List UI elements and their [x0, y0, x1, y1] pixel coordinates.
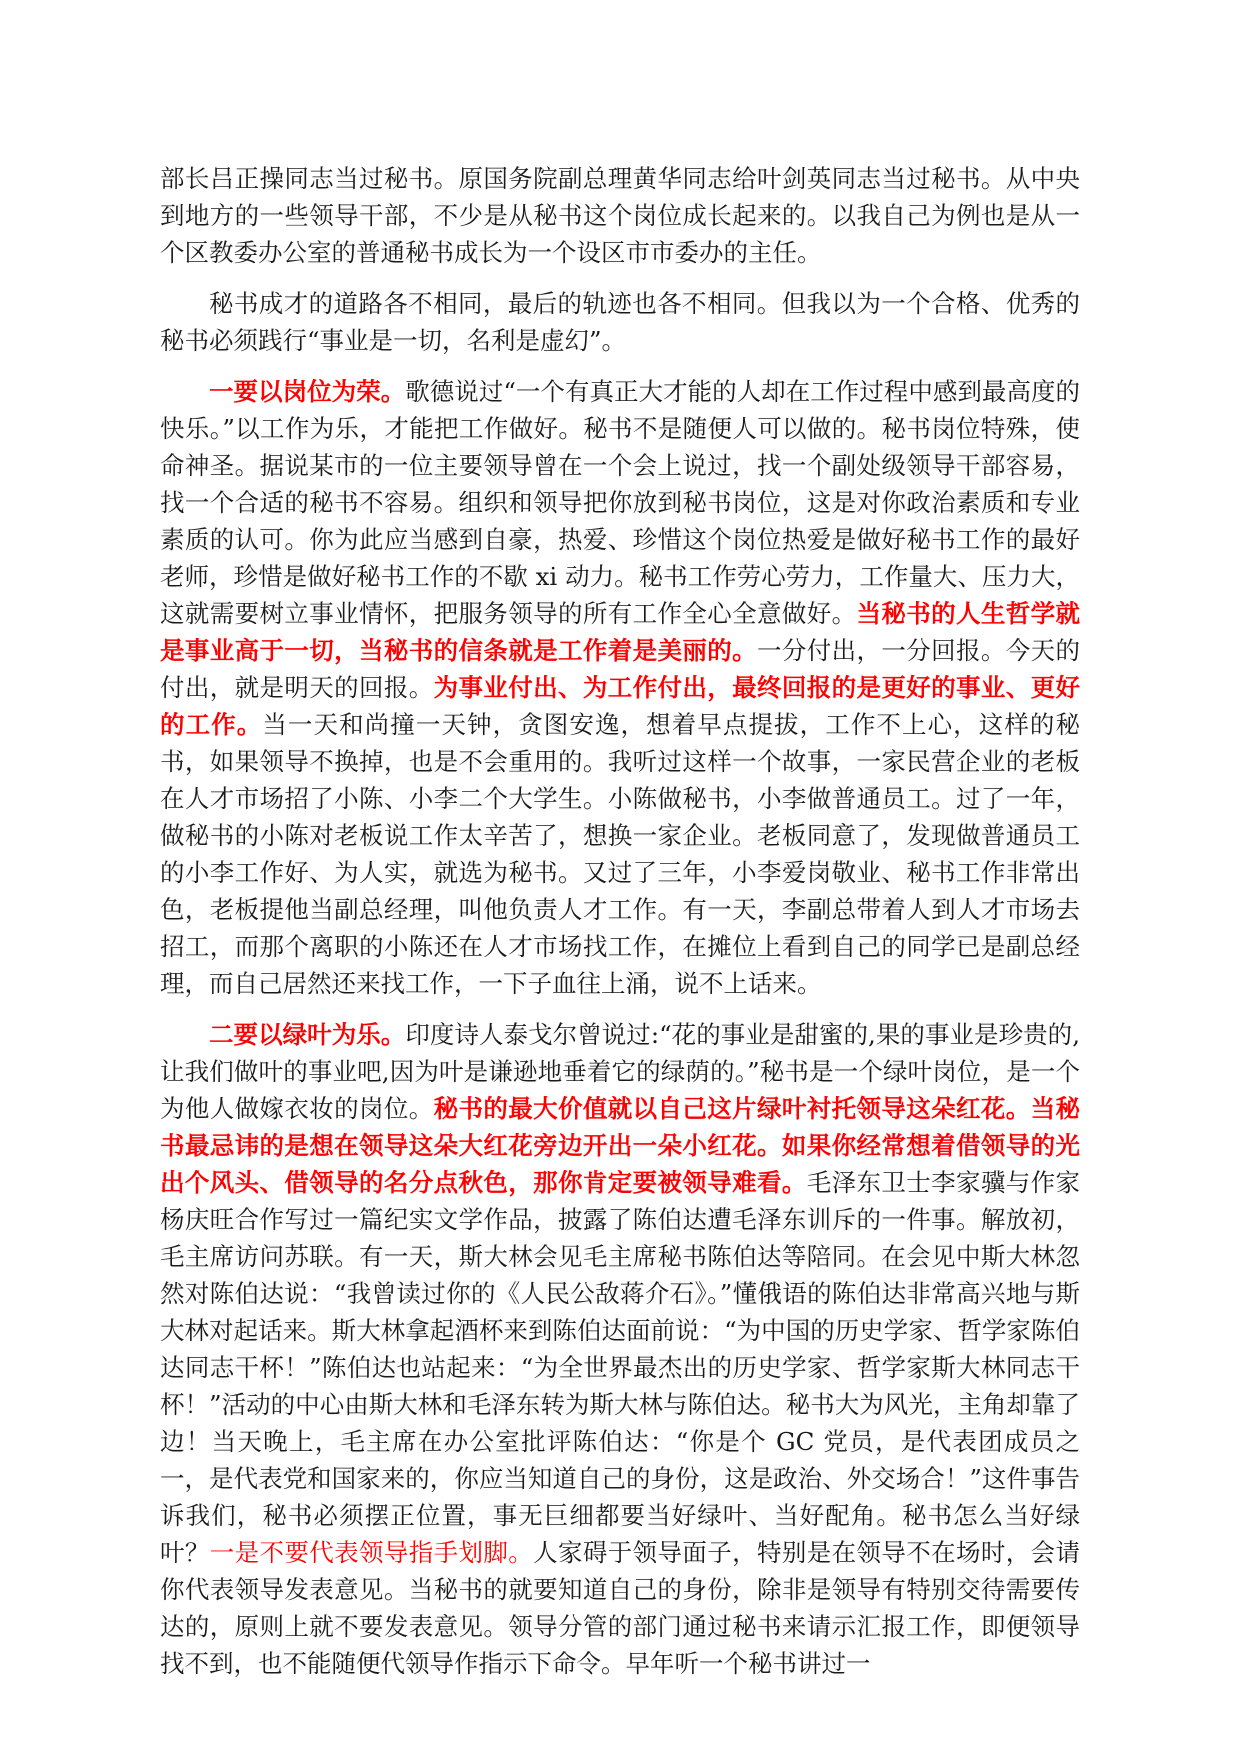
body-text: 人家碍于领导面子，特别是在领导不在场时，会请你代表领导发表意见。当秘书的就要知道自己的身份，除非是领导有特别交待需要传达的，原则上就不要发表意见。领导分管的部门通过秘书来请示汇报工作，即便领导找不到，也不能随便代领导作指示下命令。早年听一个秘书讲过一 [160, 1538, 1080, 1678]
highlighted-bold-text: 当秘书的人生哲学就是事业高于一切，当秘书的信条就是工作着是美丽的。 [160, 599, 1080, 665]
body-text: 印度诗人泰戈尔曾说过:“花的事业是甜蜜的,果的事业是珍贵的,让我们做叶的事业吧,因为叶是谦逊地垂着它的绿荫的。”秘书是一个绿叶岗位，是一个为他人做嫁衣妆的岗位。 [160, 1020, 1081, 1123]
paragraph [160, 160, 1080, 271]
highlighted-bold-text: 为事业付出、为工作付出，最终回报的是更好的事业、更好的工作。 [160, 673, 1080, 739]
body-text: 一分付出，一分回报。今天的付出，就是明天的回报。 [160, 636, 1080, 702]
body-text: 秘书成才的道路各不相同，最后的轨迹也各不相同。但我以为一个合格、优秀的秘书必须践行“事业是一切，名利是虚幻”。 [160, 289, 1080, 355]
body-text: 当一天和尚撞一天钟，贪图安逸，想着早点提拔，工作不上心，这样的秘书，如果领导不换掉，也是不会重用的。我听过这样一个故事，一家民营企业的老板在人才市场招了小陈、小李二个大学生。小陈做秘书，小李做普通员工。过了一年，做秘书的小陈对老板说工作太辛苦了，想换一家企业。老板同意了，发现做普通员工的小李工作好、为人实，就选为秘书。又过了三年，小李爱岗敬业、秘书工作非常出色，老板提他当副总经理，叫他负责人才工作。有一天，李副总带着人到人才市场去招工，而那个离职的小陈还在人才市场找工作，在摊位上看到自己的同学已是副总经理，而自己居然还来找工作，一下子血往上涌，说不上话来。 [160, 710, 1080, 998]
highlighted-text: 一是不要代表领导指手划脚。 [209, 1538, 534, 1567]
highlighted-bold-text: 一要以岗位为荣。 [209, 377, 406, 406]
body-text: 歌德说过“一个有真正大才能的人却在工作过程中感到最高度的快乐。”以工作为乐，才能把工作做好。秘书不是随便人可以做的。秘书岗位特殊，使命神圣。据说某市的一位主要领导曾在一个会上说过，找一个副处级领导干部容易，找一个合适的秘书不容易。组织和领导把你放到秘书岗位，这是对你政治素质和专业素质的认可。你为此应当感到自豪，热爱、珍惜这个岗位热爱是做好秘书工作的最好老师，珍惜是做好秘书工作的不歇 xi 动力。秘书工作劳心劳力，工作量大、压力大，这就需要树立事业情怀，把服务领导的所有工作全心全意做好。 [160, 377, 1081, 628]
highlighted-bold-text: 秘书的最大价值就以自己这片绿叶衬托领导这朵红花。当秘书最忌讳的是想在领导这朵大红花旁边开出一朵小红花。如果你经常想着借领导的光出个风头、借领导的名分点秋色，那你肯定要被领导难看。 [160, 1094, 1080, 1197]
highlighted-bold-text: 二要以绿叶为乐。 [209, 1020, 406, 1049]
body-text: 部长吕正操同志当过秘书。原国务院副总理黄华同志给叶剑英同志当过秘书。从中央到地方的一些领导干部，不少是从秘书这个岗位成长起来的。以我自己为例也是从一个区教委办公室的普通秘书成长为一个设区市市委办的主任。 [160, 164, 1080, 267]
body-text: 毛泽东卫士李家骥与作家杨庆旺合作写过一篇纪实文学作品，披露了陈伯达遭毛泽东训斥的一件事。解放初，毛主席访问苏联。有一天，斯大林会见毛主席秘书陈伯达等陪同。在会见中斯大林忽然对陈伯达说：“我曾读过你的《人民公敌蒋介石》。”懂俄语的陈伯达非常高兴地与斯大林对起话来。斯大林拿起酒杯来到陈伯达面前说：“为中国的历史学家、哲学家陈伯达同志干杯！”陈伯达也站起来：“为全世界最杰出的历史学家、哲学家斯大林同志干杯！”活动的中心由斯大林和毛泽东转为斯大林与陈伯达。秘书大为风光，主角却靠了边！当天晚上，毛主席在办公室批评陈伯达：“你是个 GC 党员，是代表团成员之一，是代表党和国家来的，你应当知道自己的身份，这是政治、外交场合！”这件事告诉我们，秘书必须摆正位置，事无巨细都要当好绿叶、当好配角。秘书怎么当好绿叶？ [160, 1168, 1080, 1567]
paragraph [160, 1016, 1080, 1682]
paragraph [160, 285, 1080, 359]
document-page [160, 160, 1080, 1696]
paragraph [160, 373, 1080, 1002]
